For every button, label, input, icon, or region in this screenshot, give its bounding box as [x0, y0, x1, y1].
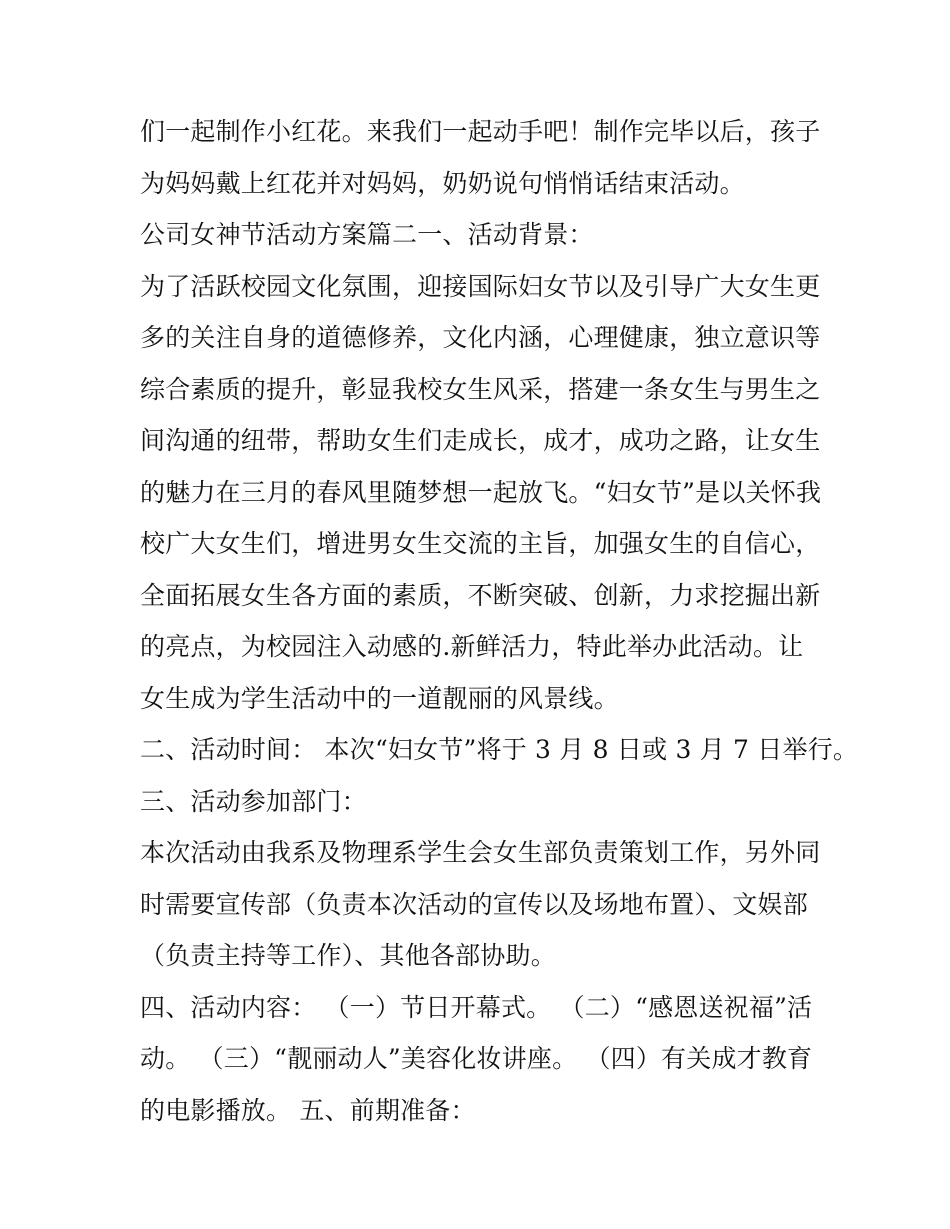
text-line: 动。 （三）“靓丽动人”美容化妆讲座。 （四）有关成才教育	[140, 1044, 813, 1073]
section-heading-departments: 三、活动参加部门：	[140, 786, 367, 816]
text-line: 全面拓展女生各方面的素质，不断突破、创新，力求挖掘出新	[140, 580, 821, 610]
section-heading-background: 公司女神节活动方案篇二一、活动背景：	[140, 220, 594, 249]
text-line: （负责主持等工作）、其他各部协助。	[140, 941, 556, 970]
section-heading-time: 二、活动时间： 本次“妇女节”将于 3 月 8 日或 3 月 7 日举行。	[140, 735, 859, 764]
text-line: 综合素质的提升，彰显我校女生风采，搭建一条女生与男生之	[140, 374, 821, 404]
text-line: 的电影播放。 五、前期准备：	[140, 1095, 476, 1125]
text-line: 时需要宣传部（负责本次活动的宣传以及场地布置）、文娱部	[140, 889, 808, 919]
section-heading-content: 四、活动内容： （一）节日开幕式。 （二）“感恩送祝福”活	[140, 992, 813, 1022]
text-line: 本次活动由我系及物理系学生会女生部负责策划工作，另外同	[140, 838, 821, 867]
text-line: 为妈妈戴上红花并对妈妈，奶奶说句悄悄话结束活动。	[140, 168, 745, 198]
text-line: 女生成为学生活动中的一道靓丽的风景线。	[140, 683, 619, 713]
text-line: 多的关注自身的道德修养，文化内涵，心理健康，独立意识等	[140, 323, 821, 352]
text-line: 的亮点，为校园注入动感的.新鲜活力，特此举办此活动。让	[140, 632, 804, 661]
text-line: 间沟通的纽带，帮助女生们走成长，成才，成功之路，让女生	[140, 426, 821, 455]
text-line: 校广大女生们，增进男女生交流的主旨，加强女生的自信心，	[140, 529, 821, 558]
body-text	[140, 106, 859, 1136]
text-line: 为了活跃校园文化氛围，迎接国际妇女节以及引导广大女生更	[140, 271, 821, 301]
text-line: 们一起制作小红花。来我们一起动手吧！制作完毕以后，孩子	[140, 117, 821, 146]
text-line: 的魅力在三月的春风里随梦想一起放飞。“妇女节”是以关怀我	[140, 477, 822, 507]
